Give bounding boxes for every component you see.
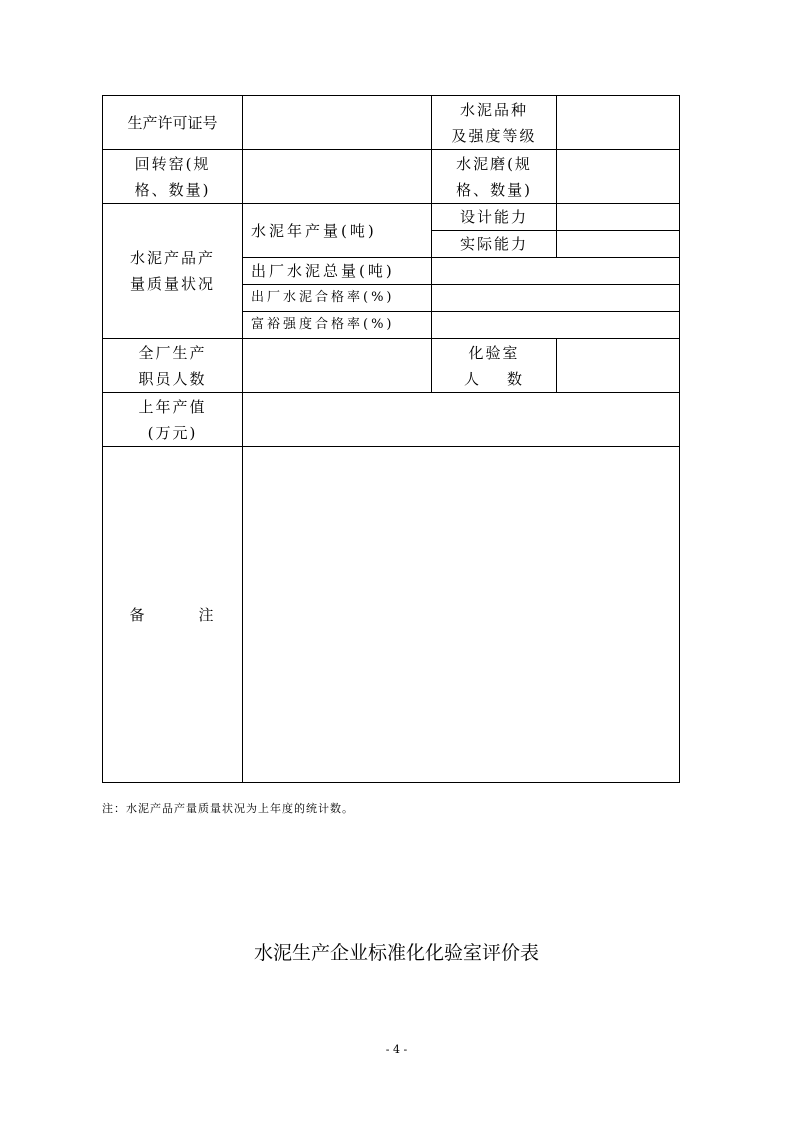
kiln-label: 回转窑(规 格、数量) <box>103 150 243 204</box>
actual-capacity-label: 实际能力 <box>432 231 557 258</box>
output-value-cell[interactable] <box>243 393 680 447</box>
footnote: 注：水泥产品产量质量状况为上年度的统计数。 <box>102 802 354 815</box>
remarks-value-cell[interactable] <box>243 447 680 783</box>
license-value-cell[interactable] <box>243 96 432 150</box>
mill-label: 水泥磨(规 格、数量) <box>432 150 557 204</box>
lab-staff-value-cell[interactable] <box>557 339 680 393</box>
page-number: - 4 - <box>385 1043 408 1056</box>
total-shipped-label: 出厂水泥总量(吨) <box>243 258 432 285</box>
annual-output-label: 水泥年产量(吨) <box>243 204 432 258</box>
lab-staff-label: 化验室 人 数 <box>432 339 557 393</box>
enterprise-info-table <box>102 95 680 783</box>
output-value-label: 上年产值 (万元) <box>103 393 243 447</box>
staff-count-label: 全厂生产 职员人数 <box>103 339 243 393</box>
kiln-value-cell[interactable] <box>243 150 432 204</box>
cement-variety-label: 水泥品种 及强度等级 <box>432 96 557 150</box>
section-title: 水泥生产企业标准化化验室评价表 <box>253 942 539 964</box>
remarks-label: 备 注 <box>103 447 243 783</box>
total-shipped-value-cell[interactable] <box>432 258 680 285</box>
license-label: 生产许可证号 <box>103 96 243 150</box>
design-capacity-value-cell[interactable] <box>557 204 680 231</box>
quality-status-label: 水泥产品产 量质量状况 <box>103 204 243 339</box>
pass-rate-value-cell[interactable] <box>432 285 680 312</box>
strength-pass-rate-label: 富裕强度合格率(%) <box>243 312 432 339</box>
staff-count-value-cell[interactable] <box>243 339 432 393</box>
strength-pass-rate-value-cell[interactable] <box>432 312 680 339</box>
design-capacity-label: 设计能力 <box>432 204 557 231</box>
actual-capacity-value-cell[interactable] <box>557 231 680 258</box>
mill-value-cell[interactable] <box>557 150 680 204</box>
cement-variety-value-cell[interactable] <box>557 96 680 150</box>
pass-rate-label: 出厂水泥合格率(%) <box>243 285 432 312</box>
